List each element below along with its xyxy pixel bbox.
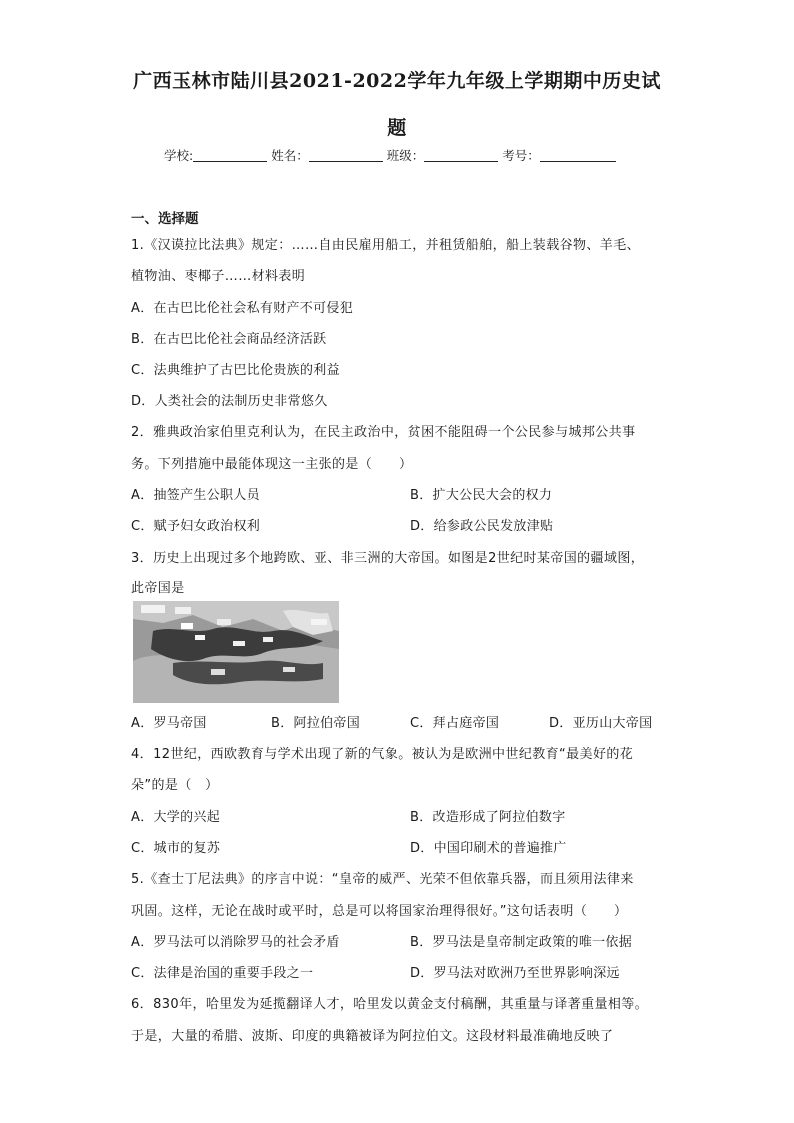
question-1-option-b[interactable]: B．在古巴比伦社会商品经济活跃 xyxy=(131,332,327,347)
question-1-option-c[interactable]: C．法典维护了古巴比伦贵族的利益 xyxy=(131,363,340,378)
question-1-text-cont: 植物油、枣椰子……材料表明 xyxy=(131,269,306,284)
exam-number-label: 考号： xyxy=(502,148,540,163)
school-label: 学校: xyxy=(164,148,194,163)
question-2-option-c[interactable]: C．赋予妇女政治权利 xyxy=(131,519,261,534)
question-2-text: 2．雅典政治家伯里克利认为，在民主政治中，贫困不能阻碍一个公民参与城邦公共事 xyxy=(131,425,636,440)
class-blank xyxy=(424,149,498,162)
class-label: 班级： xyxy=(386,148,425,163)
question-4-option-c[interactable]: C．城市的复苏 xyxy=(131,841,221,856)
question-5-text: 5.《查士丁尼法典》的序言中说：“皇帝的威严、光荣不但依靠兵器，而且须用法律来 xyxy=(131,872,634,887)
section-heading: 一、选择题 xyxy=(131,211,199,227)
map-image xyxy=(133,601,339,703)
question-4-option-a[interactable]: A．大学的兴起 xyxy=(131,810,220,825)
question-5-option-d[interactable]: D．罗马法对欧洲乃至世界影响深远 xyxy=(410,966,620,981)
question-3-option-b[interactable]: B．阿拉伯帝国 xyxy=(271,716,361,731)
question-1-option-a[interactable]: A．在古巴比伦社会私有财产不可侵犯 xyxy=(131,301,353,316)
question-3-option-d[interactable]: D．亚历山大帝国 xyxy=(549,716,653,731)
question-4-option-d[interactable]: D．中国印刷术的普遍推广 xyxy=(410,841,567,856)
question-5-text-cont: 巩固。这样，无论在战时或平时，总是可以将国家治理得很好。”这句话表明（ ） xyxy=(131,904,628,919)
name-blank xyxy=(309,149,383,162)
question-5-option-c[interactable]: C．法律是治国的重要手段之一 xyxy=(131,966,314,981)
school-blank xyxy=(193,149,267,162)
page-title: 广西玉林市陆川县2021-2022学年九年级上学期期中历史试 xyxy=(133,70,661,92)
question-2-text-cont: 务。下列措施中最能体现这一主张的是（ ） xyxy=(131,457,413,472)
question-4-option-b[interactable]: B．改造形成了阿拉伯数字 xyxy=(410,810,566,825)
page-title-continued: 题 xyxy=(387,117,407,139)
question-5-option-b[interactable]: B．罗马法是皇帝制定政策的唯一依据 xyxy=(410,935,633,950)
question-2-option-a[interactable]: A．抽签产生公职人员 xyxy=(131,488,260,503)
question-6-text: 6．830年，哈里发为延揽翻译人才，哈里发以黄金支付稿酬，其重量与译著重量相等。 xyxy=(131,997,649,1012)
exam-number-blank xyxy=(540,149,616,162)
question-3-option-c[interactable]: C．拜占庭帝国 xyxy=(410,716,500,731)
question-3-option-a[interactable]: A．罗马帝国 xyxy=(131,716,207,731)
empire-territory-map xyxy=(133,601,339,703)
question-6-text-cont: 于是，大量的希腊、波斯、印度的典籍被译为阿拉伯文。这段材料最准确地反映了 xyxy=(131,1029,614,1044)
question-5-option-a[interactable]: A．罗马法可以消除罗马的社会矛盾 xyxy=(131,935,340,950)
question-3-text-cont: 此帝国是 xyxy=(131,581,185,596)
question-4-text: 4．12世纪，西欧教育与学术出现了新的气象。被认为是欧洲中世纪教育“最美好的花 xyxy=(131,747,634,762)
question-3-text: 3．历史上出现过多个地跨欧、亚、非三洲的大帝国。如图是2世纪时某帝国的疆域图， xyxy=(131,551,645,566)
question-4-text-cont: 朵”的是（ ） xyxy=(131,778,219,793)
question-2-option-d[interactable]: D．给参政公民发放津贴 xyxy=(410,519,554,534)
name-label: 姓名： xyxy=(271,148,309,163)
student-info-row xyxy=(164,146,616,164)
question-1-option-d[interactable]: D．人类社会的法制历史非常悠久 xyxy=(131,394,328,409)
question-2-option-b[interactable]: B．扩大公民大会的权力 xyxy=(410,488,553,503)
question-1-text: 1.《汉谟拉比法典》规定：……自由民雇用船工，并租赁船舶，船上装载谷物、羊毛、 xyxy=(131,238,641,253)
